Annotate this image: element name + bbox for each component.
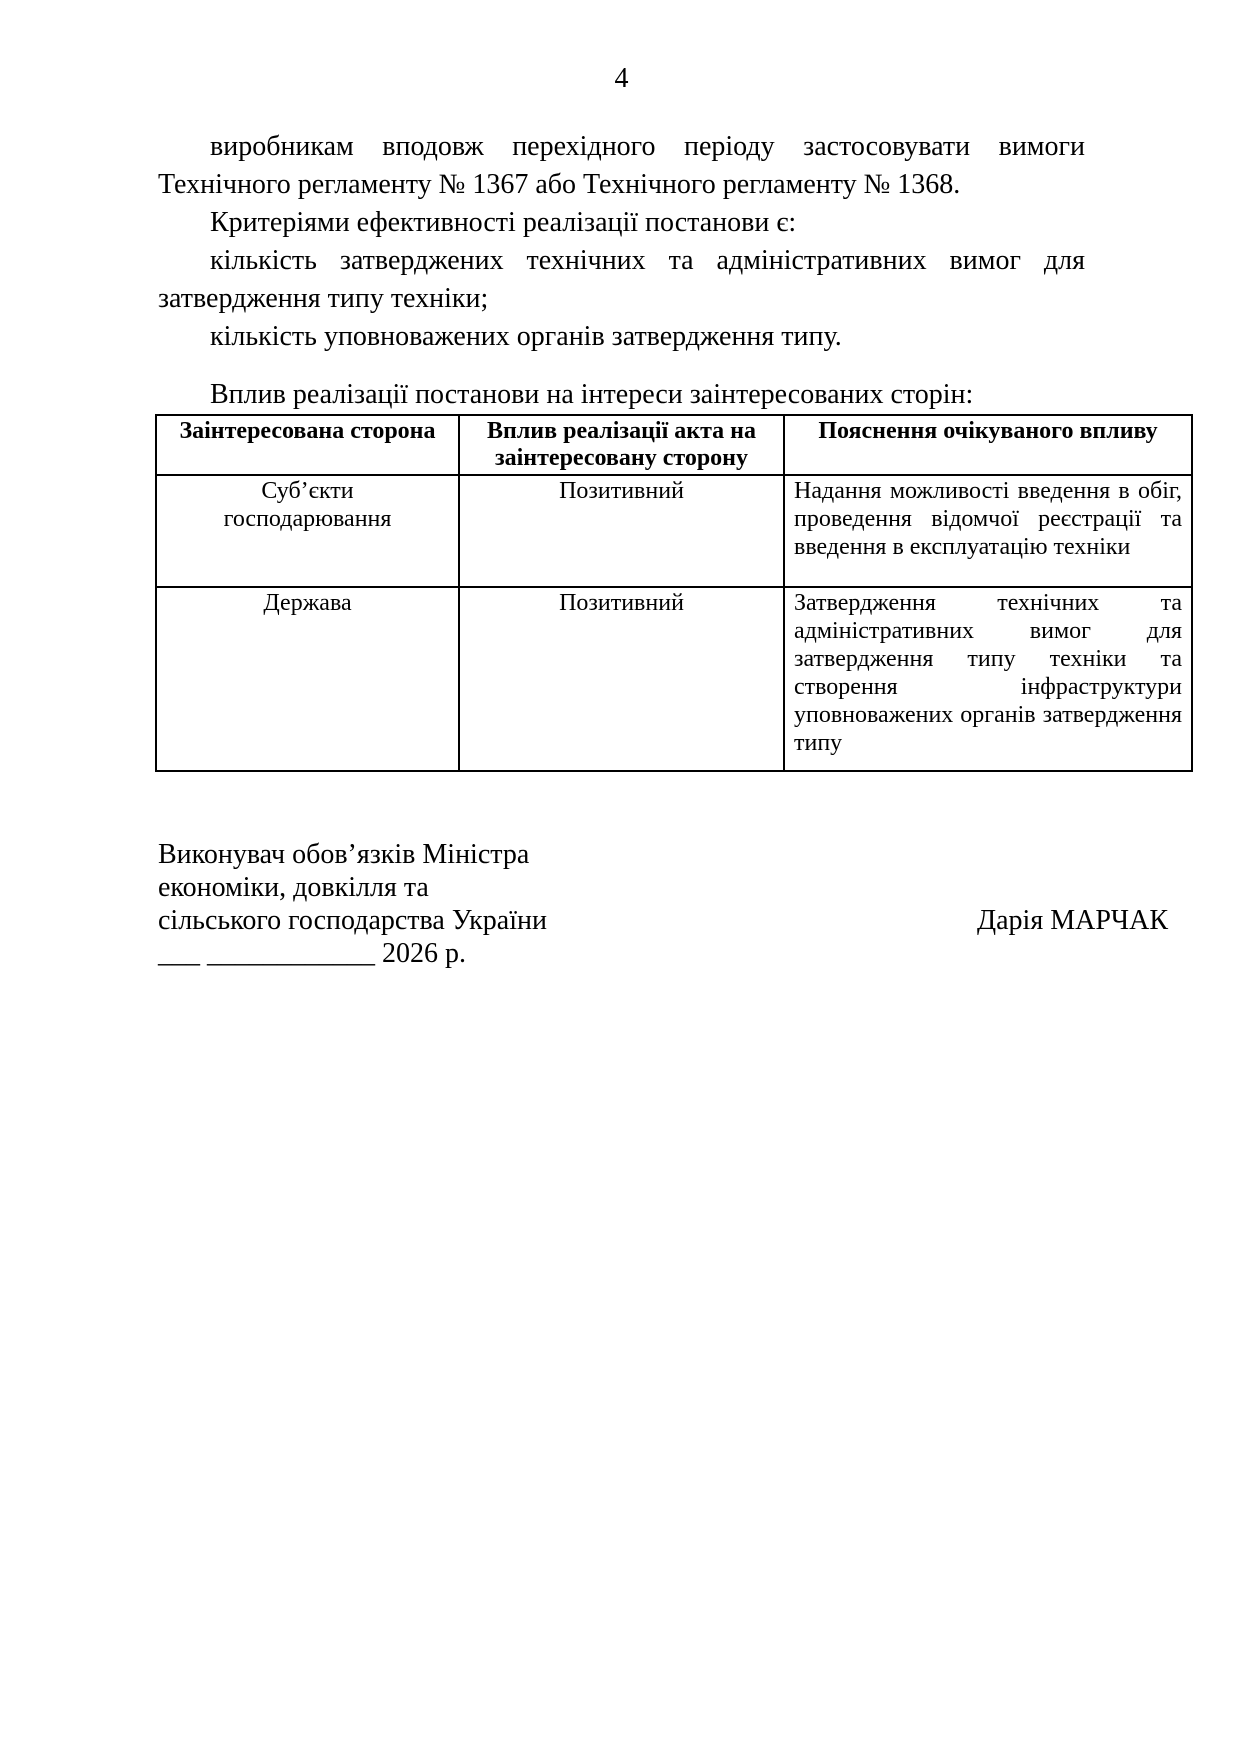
table-row-business-entities	[156, 475, 1192, 587]
document-body	[158, 128, 1182, 772]
impact-cell: Позитивний	[459, 587, 784, 771]
signatory-title-line-1: Виконувач обов’язків Міністра	[158, 839, 530, 870]
impact-cell: Позитивний	[459, 475, 784, 587]
explanation-cell: Надання можливості введення в обіг, проведення відомчої реєстрації та введення в експлуатацію техніки	[784, 475, 1192, 587]
paragraph-criteria-intro: Критеріями ефективності реалізації постанови є:	[210, 207, 797, 238]
page-number: 4	[614, 63, 629, 94]
table-intro: Вплив реалізації постанови на інтереси заінтересованих сторін:	[210, 379, 974, 410]
column-header-party: Заінтересована сторона	[156, 415, 459, 475]
impact-table-header	[156, 415, 1192, 475]
signature-block	[158, 838, 1168, 970]
column-header-explanation: Пояснення очікуваного впливу	[784, 415, 1192, 475]
impact-table-body	[156, 475, 1192, 771]
signature-date-line: ___ ____________ 2026 р.	[158, 938, 466, 969]
signatory-title-line-3: сільського господарства України	[158, 905, 547, 936]
paragraph-criterion-authorized-bodies: кількість уповноважених органів затвердження типу.	[210, 321, 842, 352]
signatory-name: Дарія МАРЧАК	[977, 905, 1168, 936]
paragraph-criterion-approved-requirements: кількість затверджених технічних та адміністративних вимог для затвердження типу техніки;	[158, 245, 1085, 314]
paragraph-transition-requirements: виробникам вподовж перехідного періоду застосовувати вимоги Технічного регламенту № 1367 або Технічного регламенту № 1368.	[158, 131, 1085, 200]
table-row-state	[156, 587, 1192, 771]
table-header-row	[156, 415, 1192, 475]
impact-table	[155, 414, 1193, 772]
party-cell: Держава	[156, 587, 459, 771]
party-cell: Суб’єкти господарювання	[156, 475, 459, 587]
column-header-impact: Вплив реалізації акта на заінтересовану сторону	[459, 415, 784, 475]
explanation-cell: Затвердження технічних та адміністративних вимог для затвердження типу техніки та створення інфраструктури уповноважених органів затвердження типу	[784, 587, 1192, 771]
signature-row	[158, 904, 1168, 937]
signatory-title-line-2: економіки, довкілля та	[158, 872, 429, 903]
